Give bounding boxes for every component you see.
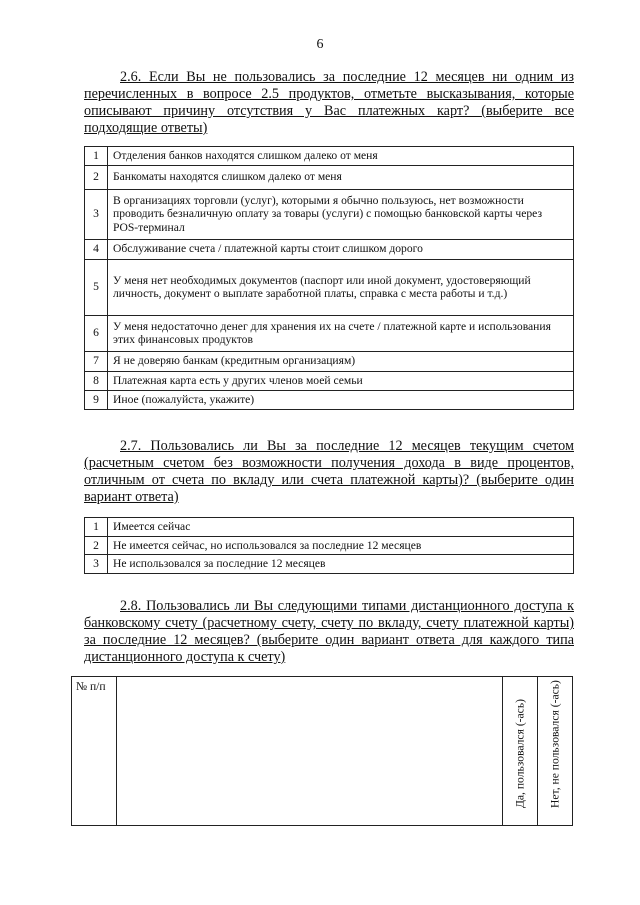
option-number: 3 xyxy=(85,189,108,239)
column-yes-label: Да, пользовался (-ась) xyxy=(513,699,527,808)
option-number: 8 xyxy=(85,371,108,390)
option-text: Отделения банков находятся слишком далеко от меня xyxy=(108,147,574,166)
option-text: Платежная карта есть у других членов моей семьи xyxy=(108,371,574,390)
option-number: 2 xyxy=(85,536,108,555)
option-text: Не имеется сейчас, но использовался за последние 12 месяцев xyxy=(108,536,574,555)
table-row[interactable] xyxy=(85,518,574,537)
column-access-type-header xyxy=(117,677,503,826)
table-row[interactable] xyxy=(85,351,574,371)
option-text: Не использовался за последние 12 месяцев xyxy=(108,555,574,574)
table-row[interactable] xyxy=(85,259,574,315)
column-number-header: № п/п xyxy=(72,677,117,826)
option-number: 7 xyxy=(85,351,108,371)
column-yes-header xyxy=(503,677,538,826)
column-no-header xyxy=(538,677,573,826)
option-text: В организациях торговли (услуг), которыми я обычно пользуюсь, нет возможности проводить безналичную оплату за товары (услуги) с помощью банковской карты через POS-терминал xyxy=(108,189,574,239)
question-2-8-text: 2.8. Пользовались ли Вы следующими типами дистанционного доступа к банковскому счету (расчетному счету, счету по вкладу, счету платежной карты) за последние 12 месяцев? (выберите один вариант ответа для каждого типа дистанционного доступа к счету) xyxy=(84,598,574,665)
column-no-label: Нет, не пользовался (-ась) xyxy=(548,680,562,808)
option-text: Я не доверяю банкам (кредитным организациям) xyxy=(108,351,574,371)
question-2-7-text: 2.7. Пользовались ли Вы за последние 12 месяцев текущим счетом (расчетным счетом без возможности получения дохода в виде процентов, отличным от счета по вкладу или счета платежной карты)? (выберите один вариант ответа) xyxy=(84,438,574,505)
question-2-6 xyxy=(84,69,574,137)
option-number: 5 xyxy=(85,259,108,315)
table-row[interactable] xyxy=(85,165,574,189)
option-text: Иное (пожалуйста, укажите) xyxy=(108,390,574,409)
table-row[interactable] xyxy=(85,555,574,574)
option-text: У меня нет необходимых документов (паспорт или иной документ, удостоверяющий личность, документ о выплате заработной платы, справка с места работы и т.д.) xyxy=(108,259,574,315)
question-2-6-text: 2.6. Если Вы не пользовались за последние 12 месяцев ни одним из перечисленных в вопросе 2.5 продуктов, отметьте высказывания, которые описывают причину отсутствия у Вас платежных карт? (выберите все подходящие ответы) xyxy=(84,69,574,136)
table-row[interactable] xyxy=(85,315,574,351)
table-row[interactable] xyxy=(85,147,574,166)
option-number: 1 xyxy=(85,147,108,166)
options-table-2-6 xyxy=(84,146,574,410)
remote-access-table xyxy=(71,676,573,826)
question-2-7 xyxy=(84,438,574,506)
option-number: 1 xyxy=(85,518,108,537)
option-text: У меня недостаточно денег для хранения их на счете / платежной карте и использования этих финансовых продуктов xyxy=(108,315,574,351)
option-number: 4 xyxy=(85,239,108,259)
option-text: Имеется сейчас xyxy=(108,518,574,537)
table-row[interactable] xyxy=(85,239,574,259)
option-text: Обслуживание счета / платежной карты стоит слишком дорого xyxy=(108,239,574,259)
table-row[interactable] xyxy=(85,390,574,409)
options-table-2-7 xyxy=(84,517,574,574)
option-text: Банкоматы находятся слишком далеко от меня xyxy=(108,165,574,189)
table-row[interactable] xyxy=(85,189,574,239)
question-2-8 xyxy=(84,598,574,666)
page-number: 6 xyxy=(316,37,324,52)
table-row[interactable] xyxy=(85,536,574,555)
table-header-row xyxy=(72,677,573,826)
option-number: 9 xyxy=(85,390,108,409)
option-number: 3 xyxy=(85,555,108,574)
option-number: 2 xyxy=(85,165,108,189)
table-row[interactable] xyxy=(85,371,574,390)
option-number: 6 xyxy=(85,315,108,351)
